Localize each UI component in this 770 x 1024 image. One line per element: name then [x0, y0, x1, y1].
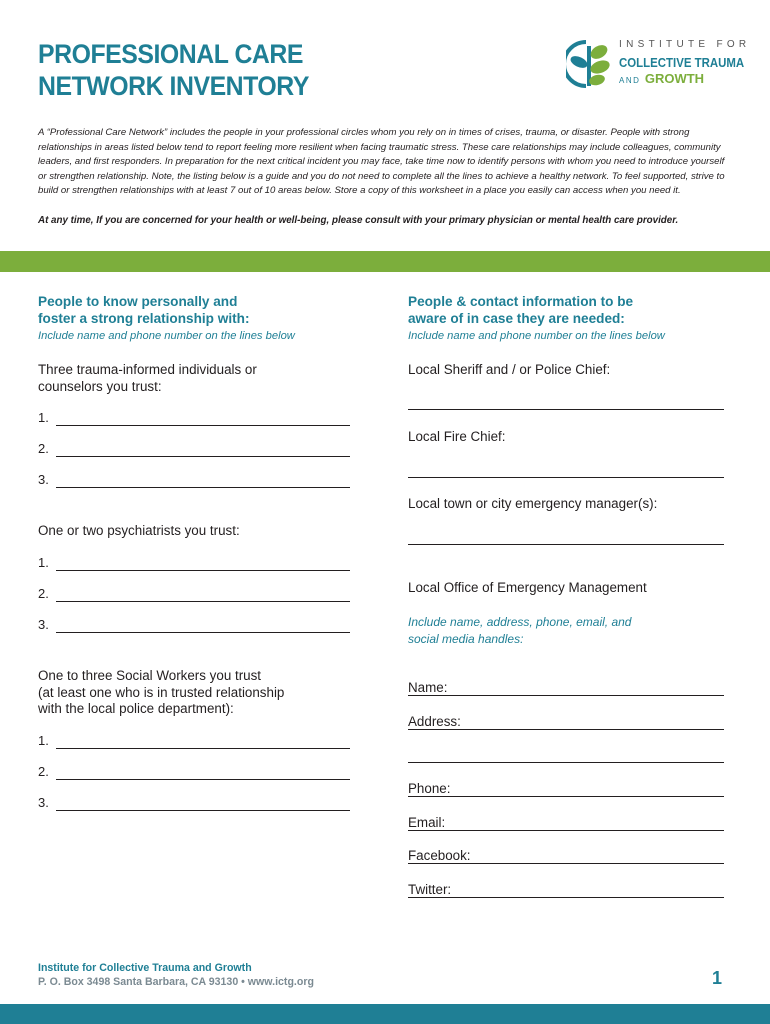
entry-number: 1.	[38, 410, 49, 425]
oem-note-line-1: Include name, address, phone, email, and	[408, 615, 632, 629]
entry-number: 2.	[38, 764, 49, 779]
address-line-2[interactable]	[408, 762, 724, 763]
footer-organization: Institute for Collective Trauma and Growth	[38, 962, 252, 974]
trauma-label-line-2: counselors you trust:	[38, 378, 162, 394]
entry-line[interactable]	[56, 779, 350, 780]
entry-number: 3.	[38, 617, 49, 632]
teal-footer-band	[0, 1004, 770, 1024]
logo-text	[619, 38, 761, 89]
twitter-line[interactable]	[408, 897, 724, 898]
entry-line[interactable]	[56, 601, 350, 602]
right-column-subheading: Include name and phone number on the lines below	[408, 330, 665, 342]
twitter-field[interactable]	[408, 882, 724, 899]
psychiatrist-entry-1[interactable]	[38, 555, 350, 571]
entry-number: 3.	[38, 472, 49, 487]
email-field[interactable]	[408, 815, 724, 832]
logo-and: AND	[619, 76, 641, 85]
title-line-2: NETWORK INVENTORY	[38, 71, 309, 101]
social-label-line-3: with the local police department):	[38, 701, 234, 716]
address-line[interactable]	[408, 729, 724, 730]
logo-line-1: INSTITUTE FOR	[619, 39, 751, 50]
oem-label: Local Office of Emergency Management	[408, 580, 647, 595]
right-heading-line-2: aware of in case they are needed:	[408, 311, 625, 326]
trauma-counselor-entry-3[interactable]	[38, 472, 350, 488]
phone-label: Phone:	[408, 781, 454, 796]
page-title	[38, 38, 309, 102]
logo-line-2: COLLECTIVE TRAUMA	[619, 55, 745, 70]
name-label: Name:	[408, 680, 451, 695]
entry-line[interactable]	[56, 810, 350, 811]
left-column-subheading: Include name and phone number on the lines below	[38, 330, 295, 342]
page-number: 1	[712, 968, 723, 988]
email-label: Email:	[408, 815, 449, 830]
email-line[interactable]	[408, 830, 724, 831]
logo-line-3	[619, 71, 761, 89]
name-line[interactable]	[408, 695, 724, 696]
entry-line[interactable]	[56, 570, 350, 571]
social-worker-entry-2[interactable]	[38, 764, 350, 780]
sheriff-line[interactable]	[408, 409, 724, 410]
left-column-heading	[38, 293, 249, 327]
entry-line[interactable]	[56, 487, 350, 488]
intro-health-note: At any time, If you are concerned for your health or well-being, please consult with your primary physician or mental health care provider.	[38, 215, 679, 226]
address-label: Address:	[408, 714, 465, 729]
entry-line[interactable]	[56, 748, 350, 749]
trauma-counselors-label	[38, 362, 257, 395]
entry-line[interactable]	[56, 456, 350, 457]
entry-number: 2.	[38, 441, 49, 456]
emergency-manager-label: Local town or city emergency manager(s):	[408, 496, 658, 511]
psychiatrist-entry-3[interactable]	[38, 617, 350, 633]
twitter-label: Twitter:	[408, 882, 455, 897]
left-heading-line-2: foster a strong relationship with:	[38, 311, 250, 326]
intro-paragraph: A “Professional Care Network” includes the people in your professional circles whom you rely on in times of crises, trauma, or disaster. People with strong relationships in areas listed below tend to report feeling more resilient when facing traumatic stress. These care relationships may include colleagues, community leaders, and first responders. In preparation for the next critical incident you may face, take time now to identify persons with whom you need to introduce yourself or strengthen relationship. Note, the listing below is a guide and you do not need to complete all the lines to achieve a healthy network. To feel supported, strive to build or strengthen relationships with at least 7 out of 10 areas below. Store a copy of this worksheet in a place you easily can access when you need it.	[38, 127, 725, 197]
social-workers-label	[38, 668, 284, 718]
oem-note	[408, 614, 631, 648]
title-line-1: PROFESSIONAL CARE	[38, 39, 304, 69]
psychiatrist-entry-2[interactable]	[38, 586, 350, 602]
trauma-counselor-entry-1[interactable]	[38, 410, 350, 426]
social-worker-entry-3[interactable]	[38, 795, 350, 811]
address-field[interactable]	[408, 714, 724, 731]
name-field[interactable]	[408, 680, 724, 697]
entry-line[interactable]	[56, 425, 350, 426]
footer-address: P. O. Box 3498 Santa Barbara, CA 93130 • www.ictg.org	[38, 976, 314, 988]
left-heading-line-1: People to know personally and	[38, 294, 238, 309]
entry-line[interactable]	[56, 632, 350, 633]
entry-number: 3.	[38, 795, 49, 810]
facebook-line[interactable]	[408, 863, 724, 864]
right-column-heading	[408, 293, 633, 327]
social-label-line-1: One to three Social Workers you trust	[38, 668, 262, 683]
phone-line[interactable]	[408, 796, 724, 797]
right-heading-line-1: People & contact information to be	[408, 294, 634, 309]
green-divider-band	[0, 251, 770, 272]
entry-number: 1.	[38, 555, 49, 570]
phone-field[interactable]	[408, 781, 724, 798]
facebook-label: Facebook:	[408, 848, 475, 863]
psychiatrists-label: One or two psychiatrists you trust:	[38, 523, 240, 538]
fire-chief-label: Local Fire Chief:	[408, 429, 506, 444]
facebook-field[interactable]	[408, 848, 724, 865]
social-label-line-2: (at least one who is in trusted relationship	[38, 684, 285, 700]
oem-note-line-2: social media handles:	[408, 632, 524, 646]
entry-number: 2.	[38, 586, 49, 601]
leaf-circle-icon	[566, 38, 614, 90]
trauma-label-line-1: Three trauma-informed individuals or	[38, 362, 257, 377]
logo-growth: GROWTH	[644, 71, 705, 86]
trauma-counselor-entry-2[interactable]	[38, 441, 350, 457]
sheriff-label: Local Sheriff and / or Police Chief:	[408, 362, 611, 377]
organization-logo	[566, 38, 751, 94]
social-worker-entry-1[interactable]	[38, 733, 350, 749]
emergency-manager-line[interactable]	[408, 544, 724, 545]
entry-number: 1.	[38, 733, 49, 748]
fire-chief-line[interactable]	[408, 477, 724, 478]
